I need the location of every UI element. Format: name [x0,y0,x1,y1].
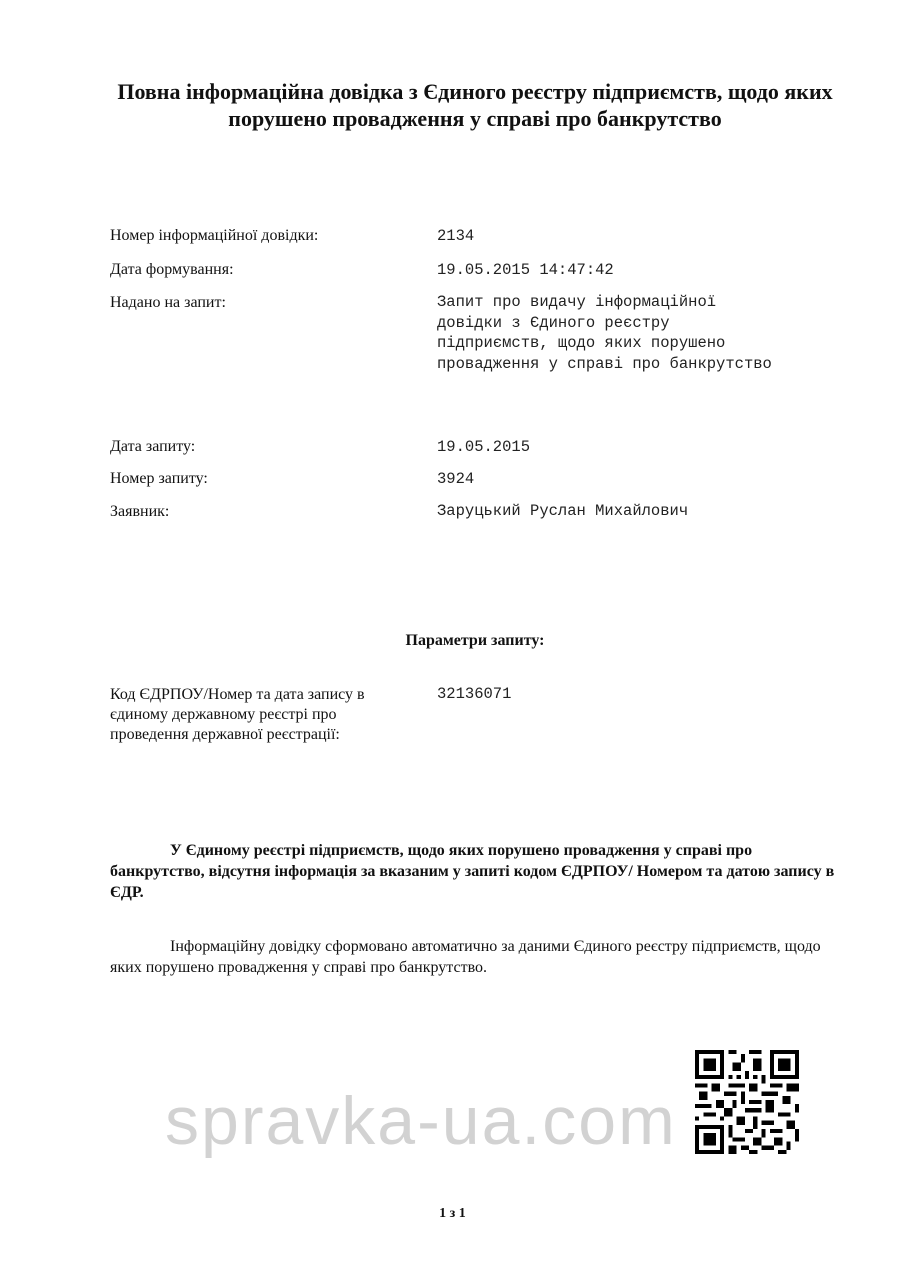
request-date-label: Дата запиту: [110,438,196,455]
code-label-line: Код ЄДРПОУ/Номер та дата запису в [110,686,365,703]
params-heading: Параметри запиту: [405,632,545,649]
page-number: 1 з 1 [439,1206,466,1221]
request-line: Запит про видачу інформаційної [437,293,717,311]
result-note: Інформаційну довідку сформовано автоматично за даними Єдиного реєстру підприємств, щодо яких порушено провадження у справі про банкрутство. [110,938,821,976]
info-number-label: Номер інформаційної довідки: [110,227,319,244]
applicant-label: Заявник: [110,503,170,520]
code-label-line: єдиному державному реєстрі про [110,706,337,723]
info-request-label: Надано на запит: [110,294,226,311]
params-code-label [110,685,365,745]
watermark: spravka-ua.com [165,1083,677,1159]
document-title: Повна інформаційна довідка з Єдиного реєстру підприємств, щодо яких порушено провадження у справі про банкрутство [117,79,833,131]
info-number-value: 2134 [437,227,475,245]
code-label-line: проведення державної реєстрації: [110,726,340,743]
request-line: довідки з Єдиного реєстру [437,313,670,332]
request-number-value: 3924 [437,470,475,488]
info-date-label: Дата формування: [110,261,234,278]
request-line: провадження у справі про банкрутство [437,354,772,373]
request-date-value: 19.05.2015 [437,438,531,456]
result-statement: У Єдиному реєстрі підприємств, щодо яких порушено провадження у справі про банкрутство, відсутня інформація за вказаним у запиті кодом ЄДРПОУ/ Номером та датою запису в ЄДР. [110,842,835,901]
applicant-value: Заруцький Руслан Михайлович [437,502,689,520]
params-code-value: 32136071 [437,685,512,703]
info-request-value [437,292,772,374]
request-number-label: Номер запиту: [110,470,208,487]
request-line: підприємств, щодо яких порушено [437,334,726,352]
info-date-value: 19.05.2015 14:47:42 [437,261,614,279]
qr-code-icon [695,1050,799,1154]
